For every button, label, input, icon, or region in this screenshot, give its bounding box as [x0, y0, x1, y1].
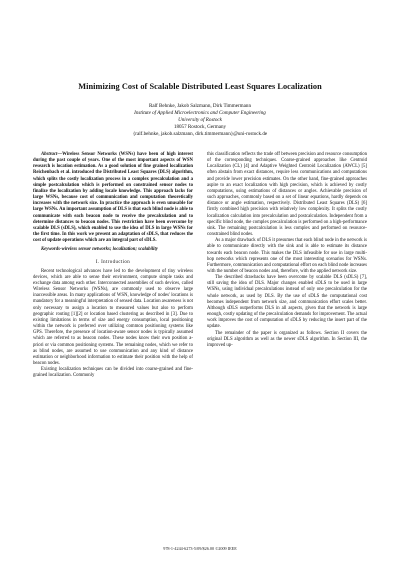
- keywords: Keywords-wireless sensor networks; localization; scalability: [41, 247, 158, 253]
- institute-name: Institute of Applied Microelectronics and Computer Engineering: [134, 109, 266, 116]
- right-paragraph-4: The remainder of the paper is organized as follows. Section II covers the original DLS algorithm as well as the newer sDLS algorithm. In Section III, the improved up-: [207, 330, 367, 348]
- right-paragraph-3: The described drawbacks have been overcome by scalable DLS (sDLS) [7], still saving the idea of DLS. Major changes enabled sDLS to be used in large WSNs, using individual precalculations instead of only one precalculation for the whole network, as used by DLS. By the use of sDLS the computational cost becomes independent from network size, and communication effort scales better. Although sDLS outperforms DLS in all aspects, given that the network is large enough, costly updating of the precalculation demands for improvement. The actual work improves the cost of computation of sDLS by reducing the insert part of the update.: [207, 275, 367, 330]
- abstract-lead: Abstract: [41, 152, 58, 157]
- right-paragraph-1: this classification reflects the trade off between precision and resource consumption of the corresponding techniques. Coarse-grained approaches like Centroid Localization (CL) [4] and Adaptive Weighted Centroid Localization (AWCL) [5] often abstain from exact distances, require less communications and computations and provide lower precision estimates. On the other hand, fine-grained approaches aspire to an exact localization with high precision, which is achieved by costly computations, using estimations of distances or angles. Achievable precision of such approaches, commonly based on a set of linear equations, hardly depends on distance or angle estimation, respectively. Distributed Least Squares (DLS) [6] firstly combined high precision with relatively low complexity. It splits the costly localization calculation into precalculation and postcalculation. Independent from a specific blind node, the complex precalculation is performed on a high-performance sink. The remaining postcalculation is less complex and performed on resource-constrained blind nodes.: [207, 152, 367, 238]
- abstract-text: —Wireless Sensor Networks (WSNs) have been of high interest during the past couple of years. One of the most important aspects of WSN research is location estimation. As a good solution of fine grained localization Reichenbach et al. introduced the Distributed Least Squares (DLS) algorithm, which splits the costly localization process in a complex precalculation and a simple postcalculation which is performed on constrained sensor nodes to finalize the localization by adding locale knowledge. This approach lacks for large WSNs, because cost of communication and computation theoretically increases with the network size. In practice the approach is even unusable for large WSNs. An important assumption of DLS is that each blind node is able to communicate with each beacon node to receive the precalculation and to determine distances to beacon nodes. This restriction have been overcome by scalable DLS (sDLS), which enabled to use the idea of DLS in large WSNs for the first time. In this work we present an adaptation of sDLS, that reduces the cost of update operations which are an integral part of sDLS.: [33, 152, 193, 244]
- right-column: [207, 152, 367, 349]
- right-paragraph-2: As a major drawback of DLS it presumes that each blind node in the network is able to communicate directly with the sink and is able to estimate its distance towards each beacon node. This makes the DLS infeasible for use in large multi-hop networks which represents one of the most interesting scenarios for WSNs. Furthermore, communication and computational effort on each blind node increases with the number of beacon nodes and, therefore, with the applied network size.: [207, 238, 367, 274]
- abstract: [33, 152, 193, 244]
- university-name: University of Rostock: [178, 116, 222, 123]
- left-column: [33, 152, 193, 379]
- intro-paragraph-2: Existing localization techniques can be divided into coarse-grained and fine-grained localization. Commonly: [33, 367, 193, 379]
- two-column-body: [33, 152, 367, 542]
- intro-paragraph-1: Recent technological advances have led to the development of tiny wireless devices, which are able to sense their environment, compute simple tasks and exchange data among each other. Interconnected assemblies of such devices, called Wireless Sensor Networks (WSNs), are commonly used to observe large inaccessible areas. In many applications of WSN, knowledge of nodes' locations is mandatory for a meaningful interpretation of sensed data. Location awareness is not only necessary to assign a location to measured values but also to perform geographic routing [1][2] or location based clustering as described in [3]. Due to existing limitations in terms of size and energy consumption, local positioning within the network is preferred over utilizing common positioning systems like GPS. Therefore, the presence of location-aware sensor nodes is typically assumed which are referred to as beacon nodes. These nodes know their own position a-priori or via common positioning systems. The remaining nodes, which we refer to as blind nodes, are assumed to use communication and any kind of distance estimation or neighborhood information to estimate their position with the help of beacon nodes.: [33, 268, 193, 366]
- author-names: Ralf Behnke, Jakob Salzmann, Dirk Timmermann: [148, 103, 251, 109]
- author-block: [33, 103, 367, 138]
- paper-title: Minimizing Cost of Scalable Distributed Least Squares Localization: [78, 82, 322, 91]
- author-emails: {ralf.behnke, jakob.salzmann, dirk.timmermann}@uni-rostock.de: [132, 130, 268, 137]
- copyright-footer: 978-1-4244-6273-5/09/$26.00 ©2009 IEEE: [163, 546, 237, 551]
- postal-address: 18057 Rostock, Germany: [173, 123, 227, 130]
- section-heading-introduction: I. Introduction: [95, 259, 131, 265]
